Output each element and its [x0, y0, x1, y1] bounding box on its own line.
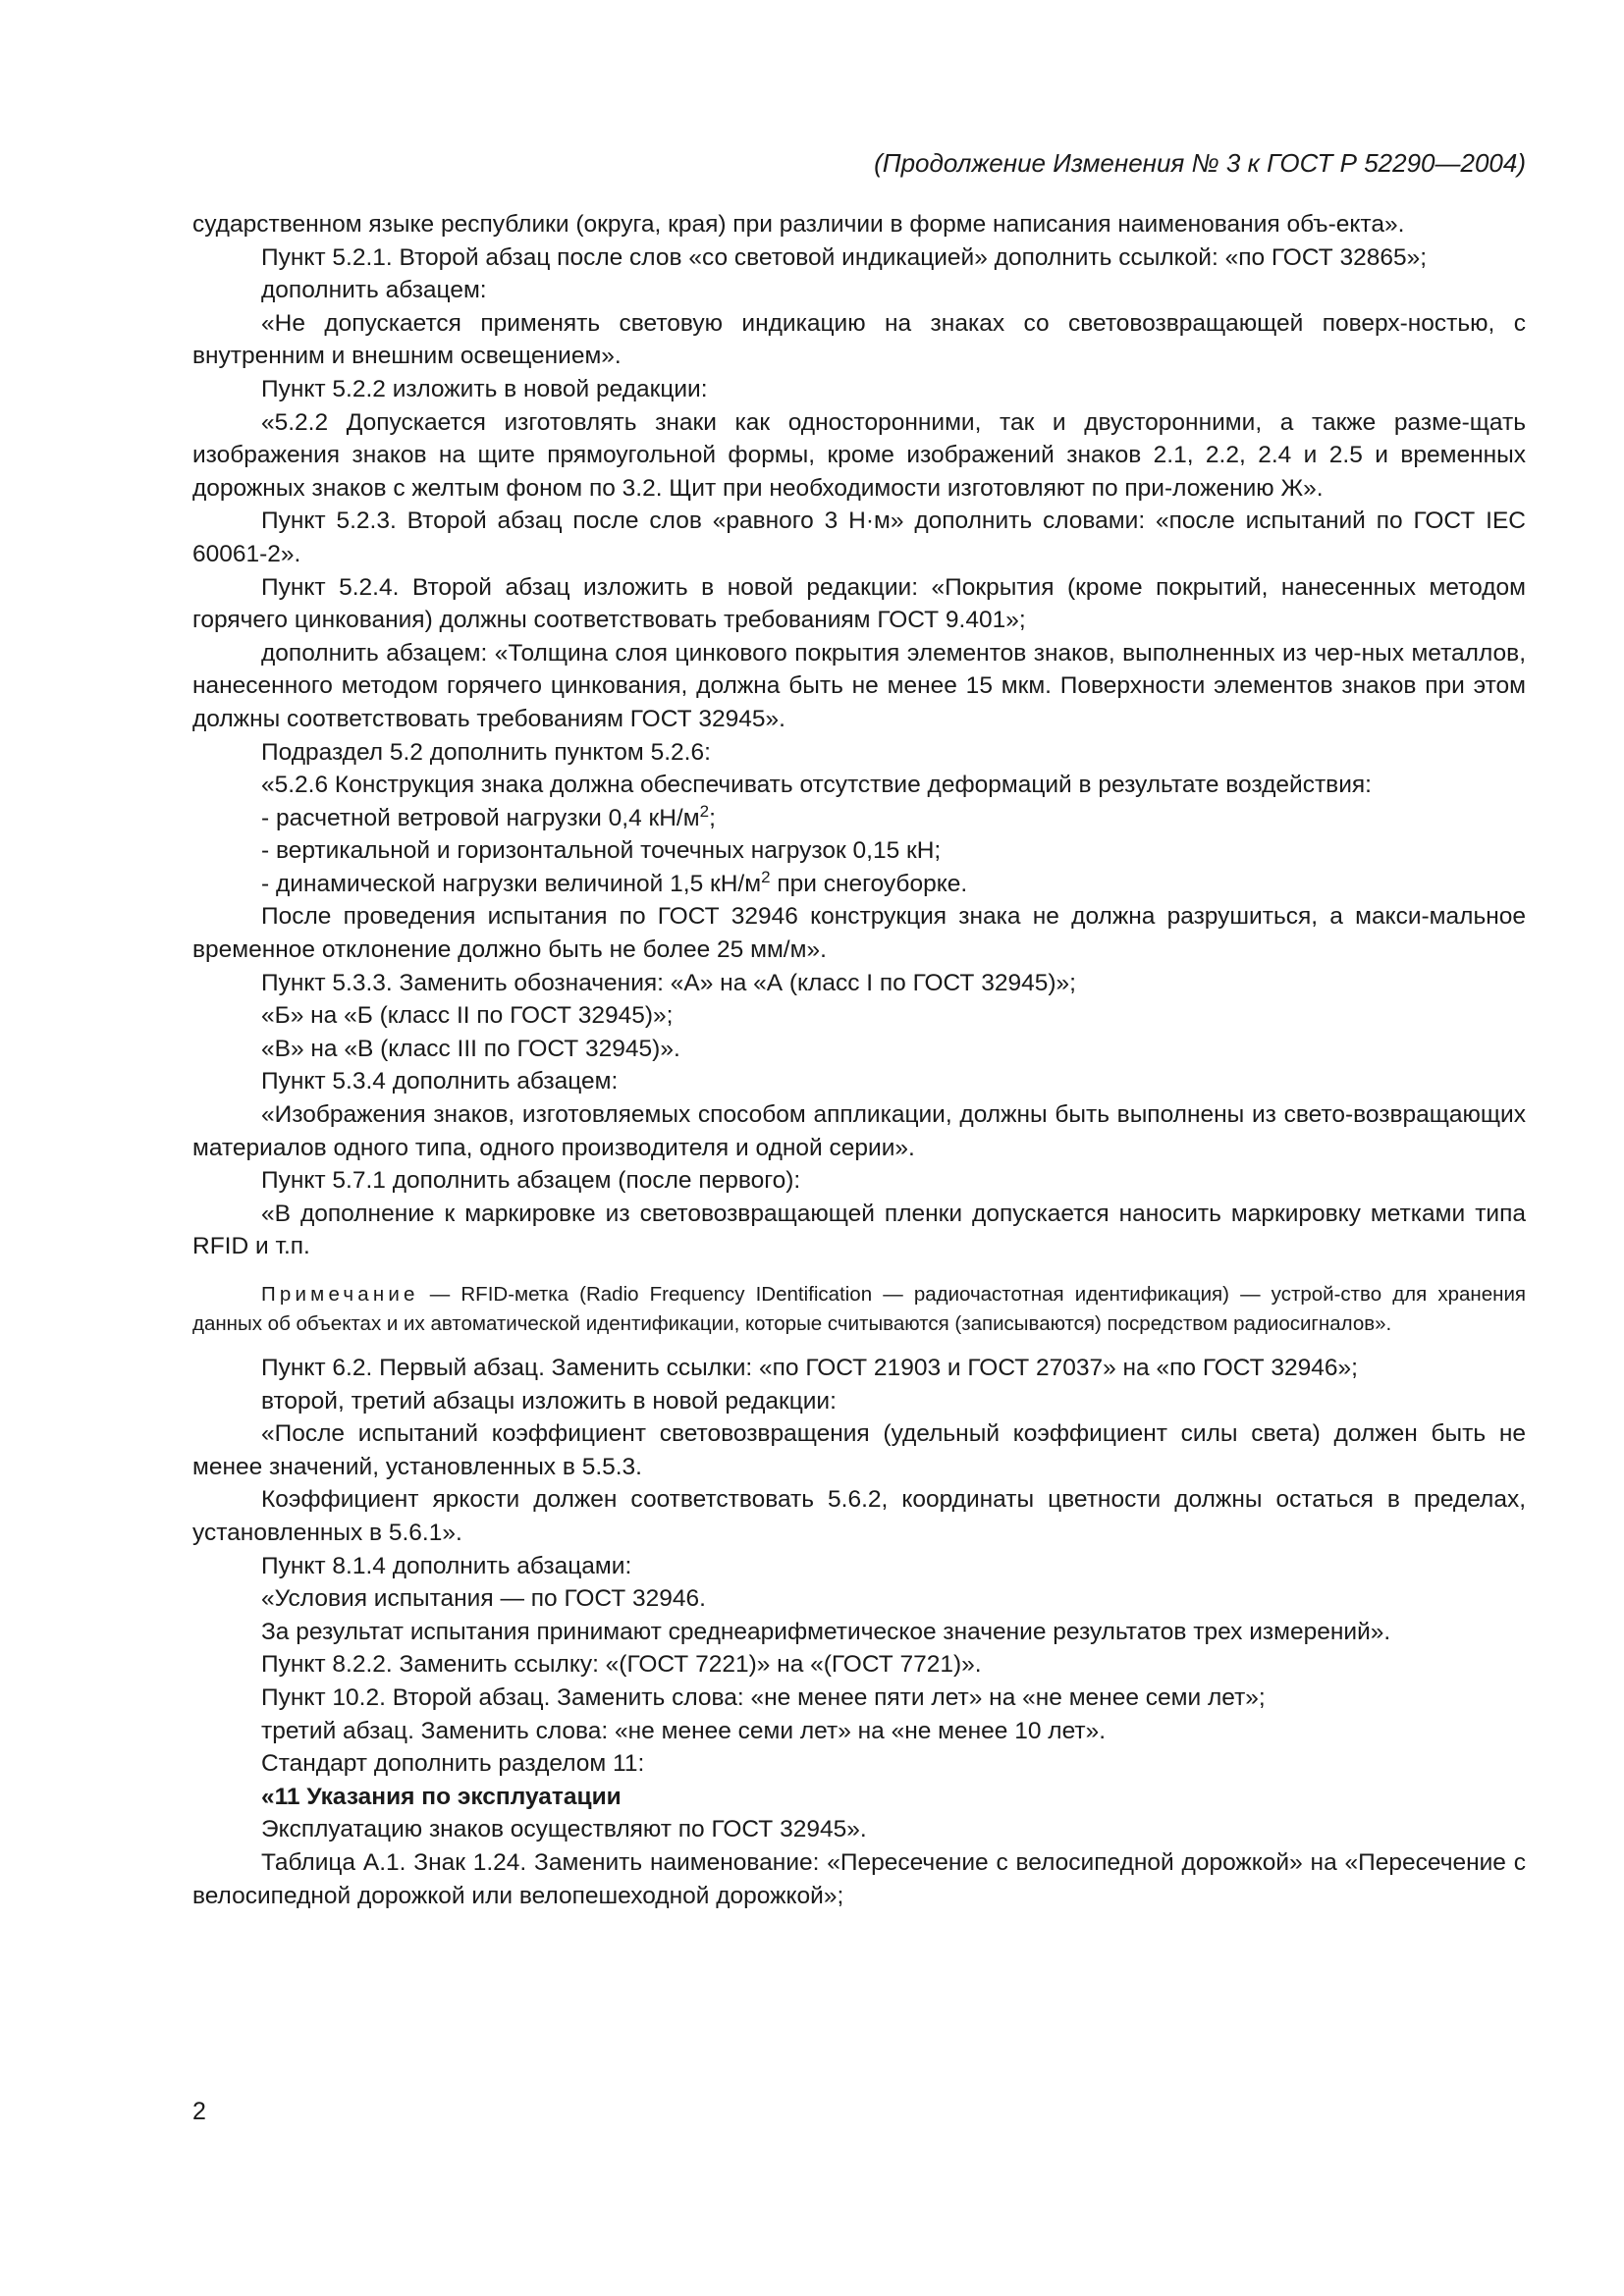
paragraph-text: дополнить абзацем:: [261, 277, 487, 304]
paragraph: [192, 373, 1526, 406]
paragraph-text: - расчетной ветровой нагрузки 0,4 кН/м: [261, 804, 700, 831]
note-block: [192, 1280, 1526, 1338]
paragraph: [192, 1846, 1526, 1912]
paragraph-text: «Условия испытания — по ГОСТ 32946.: [261, 1585, 706, 1613]
note-text: — RFID-метка (Radio Frequency IDentification — радиочастотная идентификация) — устрой-ство для хранения данных об объектах и их автоматической идентификации, которые считываются (записываются) посредством радиосигналов».: [192, 1283, 1526, 1335]
paragraph-text: «После испытаний коэффициент световозвращения (удельный коэффициент силы света) должен быть не менее значений, установленных в 5.5.3.: [192, 1420, 1526, 1480]
paragraph: [192, 1164, 1526, 1198]
paragraph-text-tail: ;: [709, 804, 716, 831]
superscript: 2: [761, 867, 771, 886]
paragraph-text: Пункт 6.2. Первый абзац. Заменить ссылки: «по ГОСТ 21903 и ГОСТ 27037» на «по ГОСТ 32946»;: [261, 1355, 1358, 1381]
paragraph: [192, 1582, 1526, 1616]
paragraph: [192, 1616, 1526, 1649]
paragraph: [192, 241, 1526, 275]
paragraph-text: - вертикальной и горизонтальной точечных нагрузок 0,15 кН;: [261, 837, 942, 865]
paragraph: [192, 1098, 1526, 1164]
paragraph-text: За результат испытания принимают среднеарифметическое значение результатов трех измерений».: [261, 1618, 1391, 1645]
paragraph-text: - динамической нагрузки величиной 1,5 кН/м: [261, 870, 762, 897]
paragraph: [192, 1813, 1526, 1846]
paragraph: [192, 1417, 1526, 1483]
paragraph-text: Пункт 8.2.2. Заменить ссылку: «(ГОСТ 7221)» на «(ГОСТ 7721)».: [261, 1651, 982, 1679]
paragraph: [192, 1550, 1526, 1583]
paragraph-block-main: [192, 208, 1526, 1263]
paragraph: [192, 1352, 1526, 1385]
paragraph-text: «Б» на «Б (класс II по ГОСТ 32945)»;: [261, 1002, 674, 1030]
paragraph-text: второй, третий абзацы изложить в новой редакции:: [261, 1387, 837, 1415]
paragraph: [192, 505, 1526, 570]
superscript: 2: [699, 801, 710, 821]
paragraph: [192, 1198, 1526, 1263]
paragraph: [192, 208, 1526, 241]
paragraph-text: После проведения испытания по ГОСТ 32946 конструкция знака не должна разрушиться, а макси-мальное временное отклонение должно быть не более 25 мм/м».: [192, 903, 1526, 964]
paragraph-text: «В дополнение к маркировке из световозвращающей пленки допускается наносить маркировку метками типа RFID и т.п.: [192, 1200, 1526, 1260]
paragraph-text: Пункт 5.3.3. Заменить обозначения: «А» на «А (класс I по ГОСТ 32945)»;: [261, 969, 1076, 996]
paragraph-text: Подраздел 5.2 дополнить пунктом 5.2.6:: [261, 738, 711, 766]
paragraph-text: «5.2.6 Конструкция знака должна обеспечивать отсутствие деформаций в результате воздействия:: [261, 772, 1372, 799]
paragraph-text: дополнить абзацем: «Толщина слоя цинкового покрытия элементов знаков, выполненных из чер-ных металлов, нанесенного методом горячего цинкования, должна быть не менее 15 мкм. Поверхности элементов знаков при этом должны соответствовать требованиям ГОСТ 32945».: [192, 639, 1526, 732]
document-body: [192, 208, 1526, 1912]
paragraph-text: «Изображения знаков, изготовляемых способом аппликации, должны быть выполнены из свето-возвращающих материалов одного типа, одного производителя и одной серии».: [192, 1101, 1526, 1161]
paragraph: [192, 274, 1526, 307]
paragraph-text-tail: при снегоуборке.: [770, 870, 968, 897]
paragraph-text: Пункт 5.2.1. Второй абзац после слов «со световой индикацией» дополнить ссылкой: «по ГОСТ 32865»;: [261, 243, 1428, 271]
paragraph-text: Стандарт дополнить разделом 11:: [261, 1750, 645, 1778]
paragraph: [192, 1065, 1526, 1098]
paragraph: [192, 1385, 1526, 1418]
paragraph: [192, 406, 1526, 506]
paragraph: [192, 1715, 1526, 1748]
paragraph: [192, 802, 1526, 835]
paragraph-text: «5.2.2 Допускается изготовлять знаки как односторонними, так и двусторонними, а также разме-щать изображения знаков на щите прямоугольной формы, кроме изображений знаков 2.1, 2.2, 2.4 и 2.5 и временных дорожных знаков с желтым фоном по 3.2. Щит при необходимости изготовляют по при-ложению Ж».: [192, 408, 1526, 502]
paragraph-text: Пункт 10.2. Второй абзац. Заменить слова: «не менее пяти лет» на «не менее семи лет»;: [261, 1683, 1266, 1711]
paragraph-text: Таблица А.1. Знак 1.24. Заменить наименование: «Пересечение с велосипедной дорожкой» на «Пересечение с велосипедной дорожкой или велопешеходной дорожкой»;: [192, 1848, 1526, 1909]
paragraph: [192, 1682, 1526, 1715]
note-label: Примечание: [261, 1283, 419, 1306]
paragraph-text: «Не допускается применять световую индикацию на знаках со световозвращающей поверх-ностью, с внутренним и внешним освещением».: [192, 309, 1526, 370]
paragraph-text: «В» на «В (класс III по ГОСТ 32945)».: [261, 1035, 680, 1062]
paragraph: [192, 637, 1526, 736]
paragraph: [192, 999, 1526, 1033]
paragraph-text: Пункт 8.1.4 дополнить абзацами:: [261, 1552, 632, 1579]
paragraph-text: Коэффициент яркости должен соответствовать 5.6.2, координаты цветности должны остаться в пределах, установленных в 5.6.1».: [192, 1486, 1526, 1546]
paragraph-text: Пункт 5.2.3. Второй абзац после слов «равного 3 Н·м» дополнить словами: «после испытаний по ГОСТ IEC 60061-2».: [192, 507, 1526, 567]
paragraph-text: Пункт 5.2.2 изложить в новой редакции:: [261, 375, 708, 402]
paragraph-block-continued: [192, 1352, 1526, 1912]
paragraph: [192, 834, 1526, 868]
paragraph-text: Пункт 5.7.1 дополнить абзацем (после первого):: [261, 1167, 801, 1195]
paragraph-text: «11 Указания по эксплуатации: [261, 1783, 622, 1810]
paragraph: [192, 1648, 1526, 1682]
paragraph: [192, 900, 1526, 966]
paragraph: [192, 1483, 1526, 1549]
paragraph: [192, 307, 1526, 373]
paragraph: [192, 1781, 1526, 1814]
paragraph: [192, 769, 1526, 802]
paragraph-text: Эксплуатацию знаков осуществляют по ГОСТ 32945».: [261, 1816, 867, 1843]
paragraph-text: третий абзац. Заменить слова: «не менее семи лет» на «не менее 10 лет».: [261, 1717, 1107, 1744]
paragraph: [192, 868, 1526, 901]
paragraph: [192, 571, 1526, 637]
paragraph: [192, 967, 1526, 1000]
paragraph: [192, 1033, 1526, 1066]
page-number: 2: [192, 2098, 206, 2125]
paragraph-text: Пункт 5.2.4. Второй абзац изложить в новой редакции: «Покрытия (кроме покрытий, нанесенных методом горячего цинкования) должны соответствовать требованиям ГОСТ 9.401»;: [192, 573, 1526, 634]
running-header: (Продолжение Изменения № 3 к ГОСТ Р 52290—2004): [874, 148, 1526, 178]
paragraph-text: сударственном языке республики (округа, края) при различии в форме написания наименования объ-екта».: [192, 211, 1405, 238]
paragraph: [192, 736, 1526, 770]
paragraph: [192, 1747, 1526, 1781]
paragraph-text: Пункт 5.3.4 дополнить абзацем:: [261, 1068, 619, 1095]
